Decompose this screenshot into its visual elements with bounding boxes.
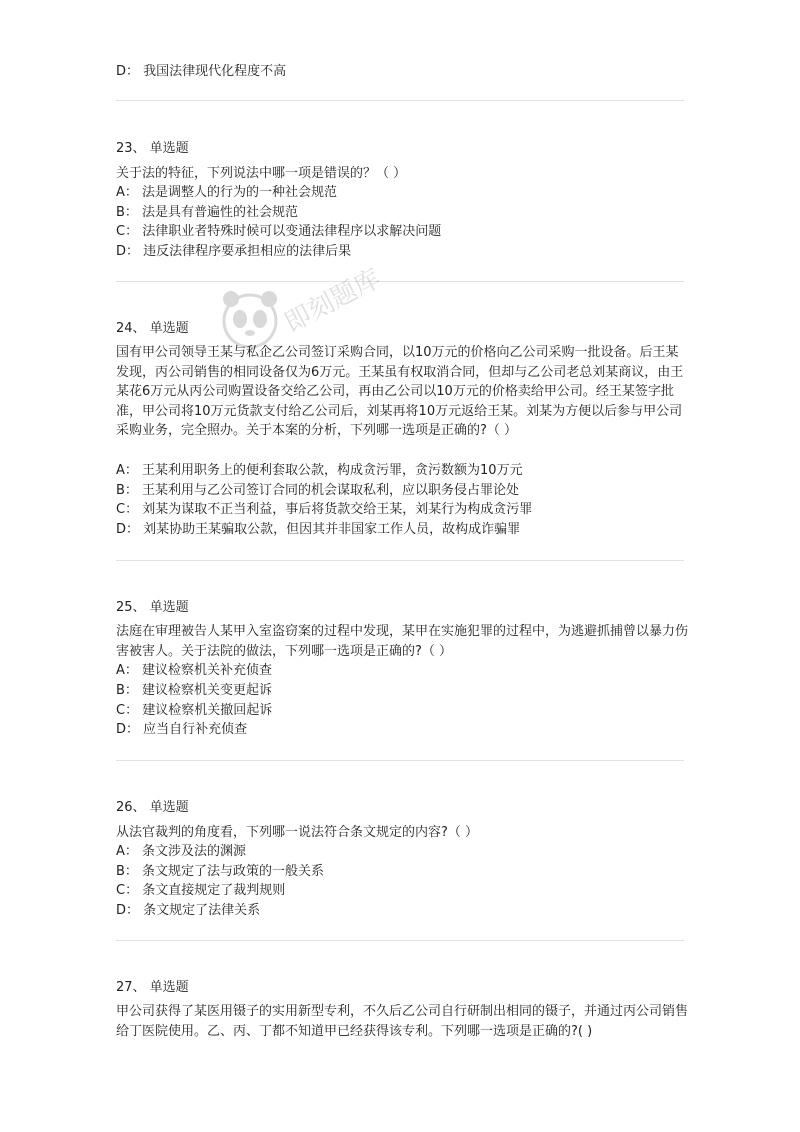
q24-option-d: D： 刘某协助王某骗取公款，但因其并非国家工作人员，故构成诈骗罪 (116, 522, 521, 537)
q23-option-c: C： 法律职业者特殊时候可以变通法律程序以求解决问题 (116, 224, 442, 239)
q23-option-a: A： 法是调整人的行为的一种社会规范 (116, 185, 338, 200)
q24-option-c: C： 刘某为谋取不正当利益，事后将货款交给王某，刘某行为构成贪污罪 (116, 502, 533, 517)
q27-stem: 甲公司获得了某医用镊子的实用新型专利，不久后乙公司自行研制出相同的镊子，并通过丙公司销售给丁医院使用。乙、丙、丁都不知道甲已经获得该专利。下列哪一选项是正确的?( ) (116, 1004, 689, 1039)
question-divider (116, 100, 684, 101)
q23-option-d: D： 违反法律程序要承担相应的法律后果 (116, 244, 352, 259)
q26-option-b: B： 条文规定了法与政策的一般关系 (116, 864, 325, 879)
q26-option-a: A： 条文涉及法的渊源 (116, 844, 247, 859)
q23-header: 23、 单选题 (116, 141, 189, 156)
q26-header: 26、 单选题 (116, 800, 189, 815)
q23-option-b: B： 法是具有普遍性的社会规范 (116, 205, 299, 220)
watermark-text: 即刻题库 (279, 263, 386, 339)
q25-option-c: C： 建议检察机关撤回起诉 (116, 703, 273, 718)
q25-option-b: B： 建议检察机关变更起诉 (116, 683, 273, 698)
q24-header: 24、 单选题 (116, 321, 189, 336)
q26-option-c: C： 条文直接规定了裁判规则 (116, 883, 286, 898)
question-divider (116, 281, 684, 282)
q25-stem: 法庭在审理被告人某甲入室盗窃案的过程中发现，某甲在实施犯罪的过程中，为逃避抓捕曾以暴力伤害被害人。关于法院的做法，下列哪一选项是正确的?（ ） (116, 624, 689, 659)
question-divider (116, 560, 684, 561)
q26-option-d: D： 条文规定了法律关系 (116, 903, 261, 918)
q27-header: 27、 单选题 (116, 980, 189, 995)
q25-option-a: A： 建议检察机关补充侦查 (116, 663, 273, 678)
q24-option-a: A： 王某利用职务上的便利套取公款，构成贪污罪，贪污数额为10万元 (116, 463, 523, 478)
q24-option-b: B： 王某利用与乙公司签订合同的机会谋取私利，应以职务侵占罪论处 (116, 483, 520, 498)
q25-option-d: D： 应当自行补充侦查 (116, 722, 248, 737)
q22-option-d: D： 我国法律现代化程度不高 (116, 64, 287, 79)
q26-stem: 从法官裁判的角度看，下列哪一说法符合条文规定的内容?（ ） (116, 825, 479, 840)
q24-stem: 国有甲公司领导王某与私企乙公司签订采购合同，以10万元的价格向乙公司采购一批设备。后王某发现，丙公司销售的相同设备仅为6万元。王某虽有权取消合同，但却与乙公司老总刘某商议，由王某花6万元从丙公司购置设备交给乙公司，再由乙公司以10万元的价格卖给甲公司。经王某签字批准，甲公司将10万元货款支付给乙公司后，刘某再将10万元返给王某。刘某为方便以后参与甲公司采购业务，完全照办。关于本案的分析，下列哪一选项是正确的?（ ） (116, 345, 684, 439)
question-divider (116, 940, 684, 941)
q23-stem: 关于法的特征，下列说法中哪一项是错误的？（ ） (116, 166, 407, 181)
q25-header: 25、 单选题 (116, 600, 189, 615)
question-divider (116, 760, 684, 761)
